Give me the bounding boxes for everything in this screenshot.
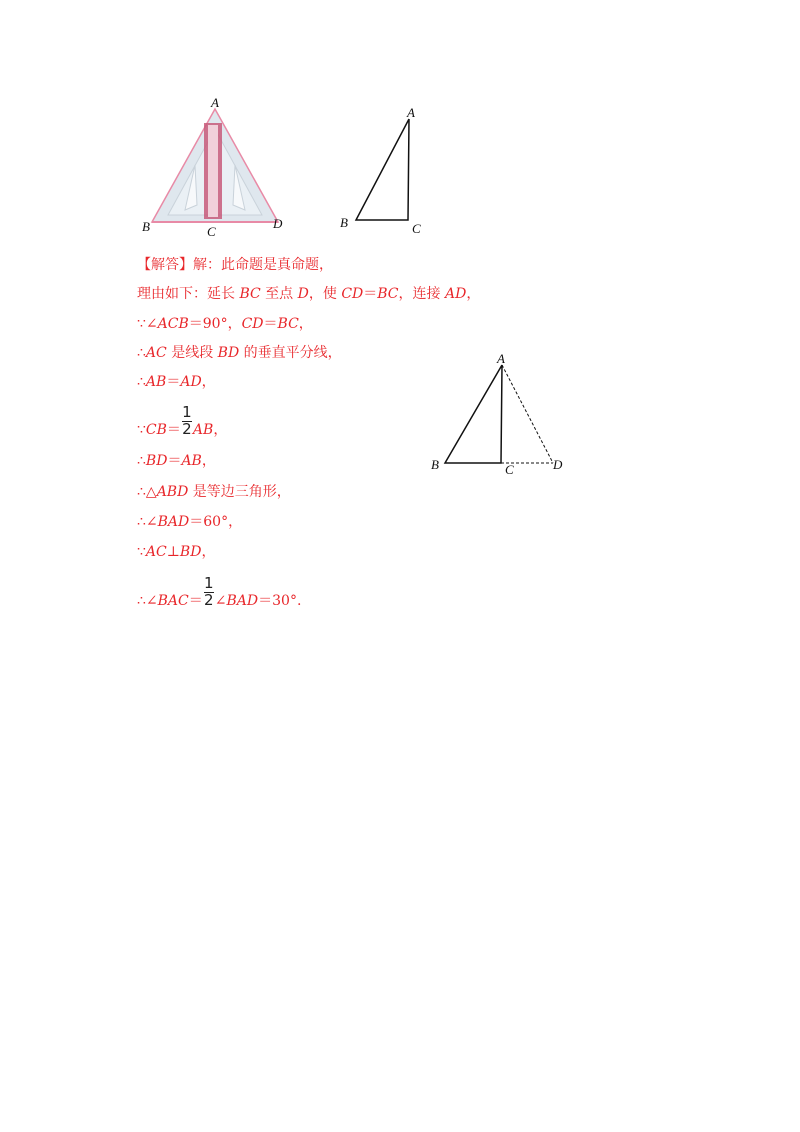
solution-line-3: ∵∠ACB＝90°，CD＝BC， (137, 316, 313, 332)
answer-intro: 解：此命题是真命题， (193, 257, 333, 273)
fig1-label-b: B (142, 219, 150, 234)
triangle-abd-figure (425, 345, 575, 480)
fig3-label-a: A (497, 351, 505, 366)
triangle-ruler-figure (140, 95, 290, 240)
solution-line-4: ∴AC 是线段 BD 的垂直平分线， (137, 345, 342, 361)
answer-tag: 【解答】 (137, 257, 193, 273)
fig3-label-d: D (553, 457, 563, 472)
fig1-label-d: D (273, 216, 283, 231)
fig2-label-c: C (412, 221, 421, 235)
solution-line-10: ∵AC⊥BD， (137, 544, 216, 560)
right-triangle-figure (335, 105, 435, 235)
solution-line-11: ∴∠BAC＝ $\frac{1}{2}$ ∠BAD＝30°. (137, 574, 302, 609)
solution-line-1 (137, 256, 333, 274)
solution-line-9: ∴∠BAD＝60°， (137, 514, 243, 530)
triangle-abc (356, 119, 409, 220)
fraction-one-half: $\frac{1}{2}$ (203, 574, 214, 609)
dashed-ad (502, 365, 553, 463)
fraction-one-half: $\frac{1}{2}$ (182, 403, 192, 438)
solution-line-6: ∵CB＝ $\frac{1}{2}$ AB， (137, 403, 228, 438)
solution-line-5: ∴AB＝AD， (137, 374, 216, 390)
solution-line-8: ∴△ABD 是等边三角形， (137, 484, 291, 500)
fig3-label-b: B (431, 457, 439, 472)
fig2-label-b: B (340, 215, 348, 230)
fig3-label-c: C (505, 462, 514, 477)
solution-line-2: 理由如下：延长 BC 至点 D，使 CD＝BC，连接 AD， (137, 286, 481, 302)
solution-line-7: ∴BD＝AB， (137, 453, 216, 469)
fig2-label-a: A (407, 105, 415, 120)
fig1-label-a: A (211, 95, 219, 110)
triangle-abc-solid (445, 365, 502, 463)
fig1-label-c: C (207, 224, 216, 239)
